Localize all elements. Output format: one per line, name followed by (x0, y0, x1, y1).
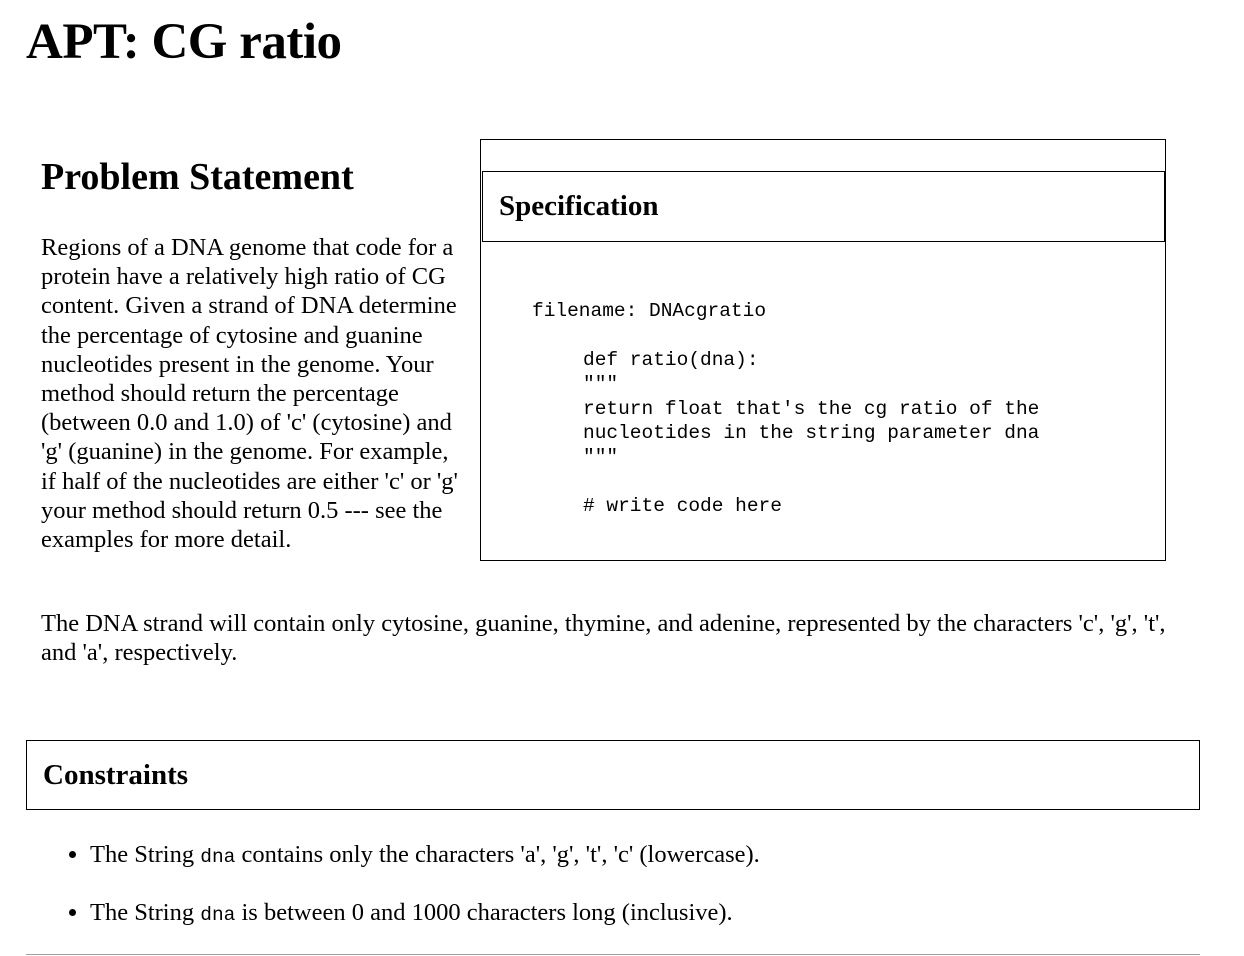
constraint-suffix: is between 0 and 1000 characters long (inclusive). (235, 899, 733, 927)
filename-line: filename: DNAcgratio (532, 300, 767, 322)
specification-code (532, 299, 1039, 519)
code-blank-line (532, 470, 1039, 494)
horizontal-rule (26, 954, 1200, 955)
dna-strand-paragraph: The DNA strand will contain only cytosine, guanine, thymine, and adenine, represented by the characters 'c', 'g', 't', and 'a', respectively. (41, 610, 1166, 667)
docstring-line-2: nucleotides in the string parameter dna (583, 421, 1040, 444)
docstring-close: """ (583, 446, 619, 469)
constraints-list (41, 840, 760, 956)
constraints-header (26, 740, 1200, 810)
code-blank-line (532, 323, 1039, 347)
page-title: APT: CG ratio (26, 14, 342, 70)
constraint-prefix: The String (90, 841, 201, 868)
def-line: def ratio(dna): (583, 348, 759, 371)
problem-statement-heading: Problem Statement (41, 156, 354, 198)
constraint-suffix: contains only the characters 'a', 'g', 't', 'c' (lowercase). (235, 841, 760, 868)
constraint-item (90, 840, 760, 872)
constraint-code: dna (200, 904, 236, 927)
docstring-open: """ (583, 373, 619, 396)
problem-statement-paragraph: Regions of a DNA genome that code for a protein have a relatively high ratio of CG content. Given a strand of DNA determine the percentage of cytosine and guanine nucleotides present in the genome. Your method should return the percentage (between 0.0 and 1.0) of 'c' (cytosine) and 'g' (guanine) in the genome. For example, if half of the nucleotides are either 'c' or 'g' your method should return 0.5 --- see the examples for more detail. (41, 234, 458, 554)
constraint-prefix: The String (90, 899, 201, 927)
constraint-item (90, 898, 760, 930)
comment-line: # write code here (583, 495, 782, 518)
docstring-line-1: return float that's the cg ratio of the (583, 397, 1040, 420)
specification-heading: Specification (499, 190, 659, 222)
specification-header (482, 171, 1165, 242)
constraint-code: dna (200, 846, 236, 868)
constraints-heading: Constraints (43, 759, 189, 791)
specification-panel (480, 139, 1166, 561)
